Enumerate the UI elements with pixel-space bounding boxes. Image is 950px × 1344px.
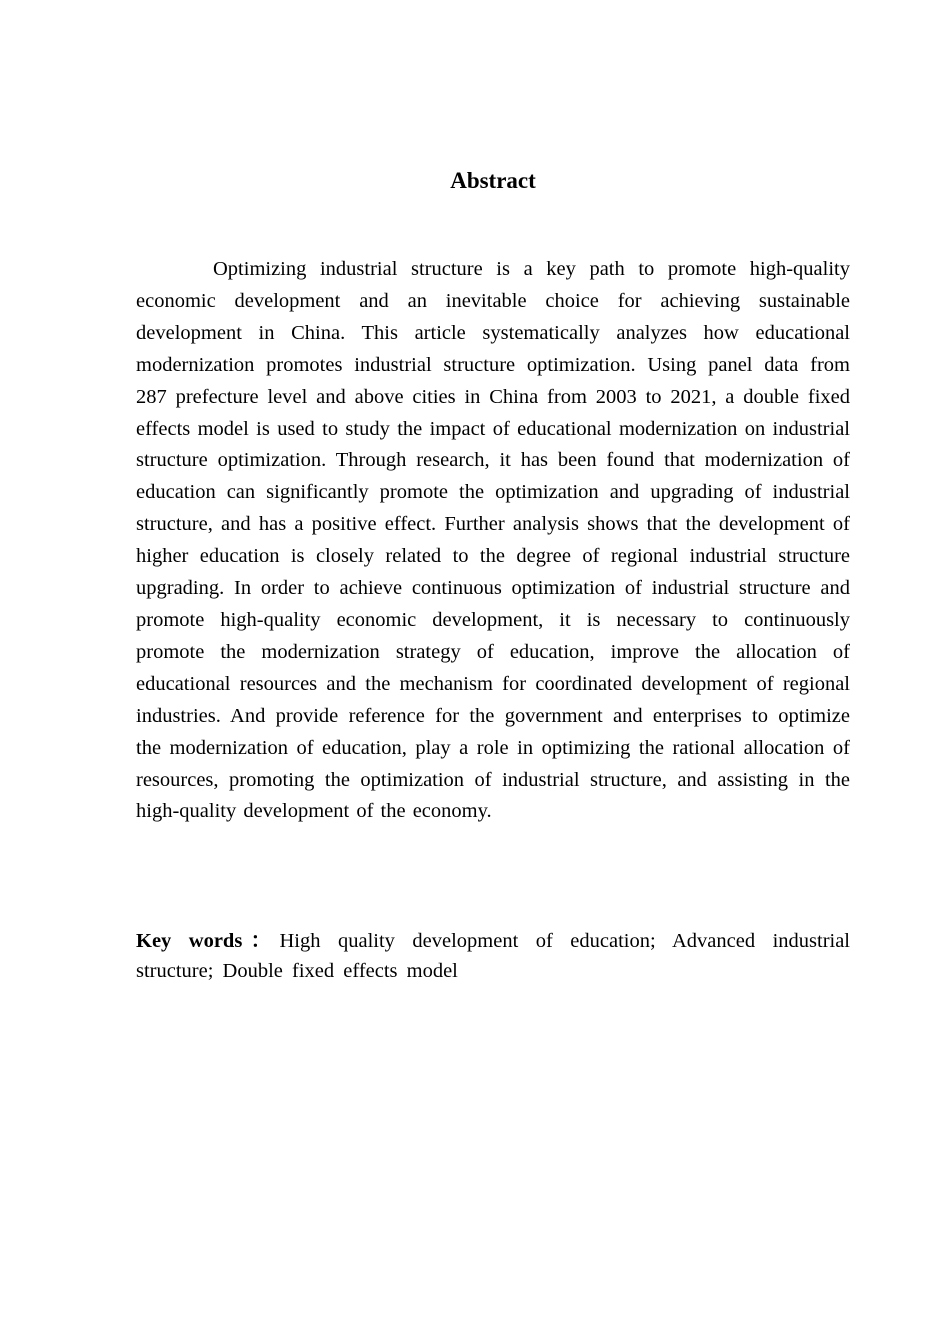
keywords-text: High quality development of education; Advanced industrial structure; Double fixed effects model	[136, 930, 851, 982]
abstract-paragraph: Optimizing industrial structure is a key path to promote high-quality economic development and an inevitable choice for achieving sustainable development in China. This article systematically analyzes how educational modernization promotes industrial structure optimization. Using panel data from 287 prefecture level and above cities in China from 2003 to 2021, a double fixed effects model is used to study the impact of educational modernization on industrial structure optimization. Through research, it has been found that modernization of education can significantly promote the optimization and upgrading of industrial structure, and has a positive effect. Further analysis shows that the development of higher education is closely related to the degree of regional industrial structure upgrading. In order to achieve continuous optimization of industrial structure and promote high-quality economic development, it is necessary to continuously promote the modernization strategy of education, improve the allocation of educational resources and the mechanism for coordinated development of regional industries. And provide reference for the government and enterprises to optimize the modernization of education, play a role in optimizing the rational allocation of resources, promoting the optimization of industrial structure, and assisting in the high-quality development of the economy.	[136, 258, 850, 823]
abstract-heading: Abstract	[450, 168, 536, 193]
keywords-line	[136, 926, 850, 986]
keywords-label: Key words：	[136, 930, 280, 952]
